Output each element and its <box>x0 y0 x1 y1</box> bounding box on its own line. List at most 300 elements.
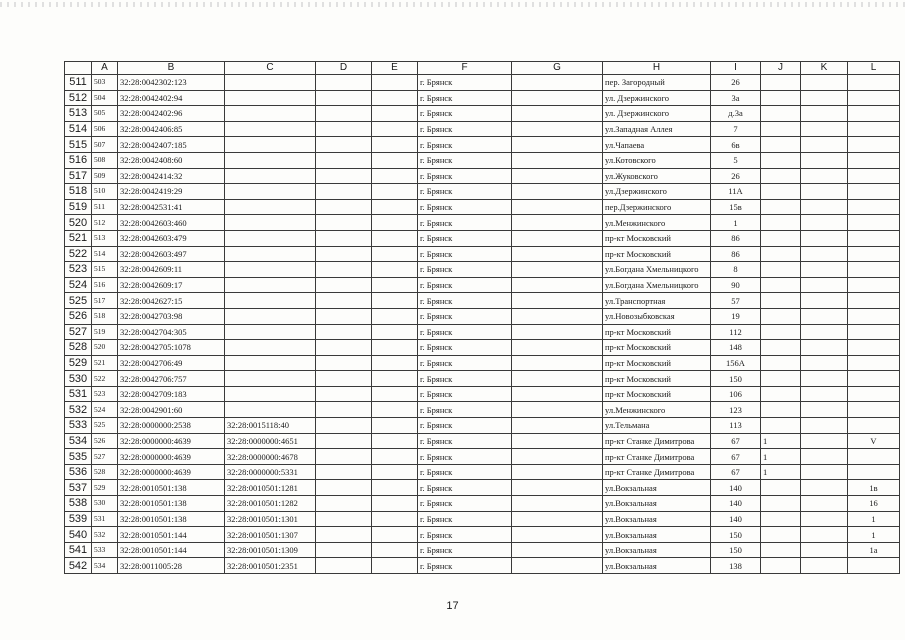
cell-k <box>801 496 848 512</box>
cell-j <box>761 262 801 278</box>
cell-k <box>801 293 848 309</box>
cell-g <box>512 558 603 574</box>
cell-d <box>316 355 372 371</box>
table-row <box>65 340 900 356</box>
cell-h: пр-кт Московский <box>603 246 711 262</box>
cell-i: д.3а <box>711 106 761 122</box>
cell-l <box>848 340 900 356</box>
cell-g <box>512 230 603 246</box>
cell-g <box>512 121 603 137</box>
row-number: 512 <box>65 90 92 106</box>
cell-e <box>372 558 418 574</box>
table-row <box>65 308 900 324</box>
cell-j <box>761 418 801 434</box>
row-number: 530 <box>65 371 92 387</box>
cell-k <box>801 75 848 91</box>
cell-a: 504 <box>92 90 118 106</box>
cell-i: 150 <box>711 527 761 543</box>
cell-h: ул.Жуковского <box>603 168 711 184</box>
cell-h: пр-кт Станке Димитрова <box>603 449 711 465</box>
cell-a: 525 <box>92 418 118 434</box>
cell-h: пр-кт Московский <box>603 340 711 356</box>
cell-i: 67 <box>711 449 761 465</box>
row-number: 536 <box>65 464 92 480</box>
cell-k <box>801 215 848 231</box>
cell-g <box>512 262 603 278</box>
cell-i: 140 <box>711 511 761 527</box>
cell-c <box>225 293 316 309</box>
cell-d <box>316 308 372 324</box>
cell-i: 19 <box>711 308 761 324</box>
cell-j <box>761 480 801 496</box>
row-number: 520 <box>65 215 92 231</box>
cell-f: г. Брянск <box>418 480 512 496</box>
column-header-l: L <box>848 62 900 75</box>
cell-c <box>225 152 316 168</box>
column-header-h: H <box>603 62 711 75</box>
cell-d <box>316 402 372 418</box>
cell-l: 1а <box>848 542 900 558</box>
cell-i: 15в <box>711 199 761 215</box>
cell-e <box>372 199 418 215</box>
cell-g <box>512 215 603 231</box>
row-number: 522 <box>65 246 92 262</box>
cell-d <box>316 246 372 262</box>
cell-k <box>801 355 848 371</box>
cell-g <box>512 386 603 402</box>
cell-f: г. Брянск <box>418 558 512 574</box>
cell-i: 1 <box>711 215 761 231</box>
cell-i: 138 <box>711 558 761 574</box>
cell-k <box>801 418 848 434</box>
cell-b: 32:28:0042609:11 <box>118 262 225 278</box>
table-row <box>65 168 900 184</box>
cell-b: 32:28:0042402:96 <box>118 106 225 122</box>
cell-a: 513 <box>92 230 118 246</box>
cell-j <box>761 402 801 418</box>
cell-b: 32:28:0042627:15 <box>118 293 225 309</box>
cell-d <box>316 75 372 91</box>
cell-k <box>801 137 848 153</box>
table-row <box>65 324 900 340</box>
column-header-i: I <box>711 62 761 75</box>
cell-e <box>372 230 418 246</box>
cell-j <box>761 558 801 574</box>
row-number: 531 <box>65 386 92 402</box>
cell-j <box>761 199 801 215</box>
cell-l: 1в <box>848 480 900 496</box>
cell-b: 32:28:0042609:17 <box>118 277 225 293</box>
cell-h: ул. Дзержинского <box>603 106 711 122</box>
cell-e <box>372 90 418 106</box>
cell-k <box>801 277 848 293</box>
cell-l <box>848 246 900 262</box>
cell-b: 32:28:0000000:4639 <box>118 464 225 480</box>
cell-k <box>801 386 848 402</box>
cell-c: 32:28:0010501:1282 <box>225 496 316 512</box>
cell-j <box>761 75 801 91</box>
cell-i: 26 <box>711 75 761 91</box>
cell-e <box>372 106 418 122</box>
cell-l <box>848 293 900 309</box>
row-number: 537 <box>65 480 92 496</box>
cell-b: 32:28:0000000:4639 <box>118 449 225 465</box>
cell-i: 113 <box>711 418 761 434</box>
cell-d <box>316 199 372 215</box>
cell-d <box>316 121 372 137</box>
cell-l <box>848 464 900 480</box>
cell-f: г. Брянск <box>418 137 512 153</box>
cell-l <box>848 262 900 278</box>
cell-g <box>512 402 603 418</box>
cell-c: 32:28:0000000:4678 <box>225 449 316 465</box>
cell-j <box>761 308 801 324</box>
cell-i: 156А <box>711 355 761 371</box>
cell-f: г. Брянск <box>418 433 512 449</box>
cell-a: 508 <box>92 152 118 168</box>
cell-a: 511 <box>92 199 118 215</box>
cell-d <box>316 480 372 496</box>
cell-j <box>761 106 801 122</box>
cell-e <box>372 418 418 434</box>
cell-g <box>512 106 603 122</box>
cell-a: 510 <box>92 184 118 200</box>
table-row <box>65 230 900 246</box>
cell-a: 527 <box>92 449 118 465</box>
cell-h: пр-кт Московский <box>603 386 711 402</box>
row-number: 534 <box>65 433 92 449</box>
cell-d <box>316 230 372 246</box>
cell-a: 528 <box>92 464 118 480</box>
cell-a: 534 <box>92 558 118 574</box>
cell-g <box>512 480 603 496</box>
cell-l <box>848 324 900 340</box>
row-number: 523 <box>65 262 92 278</box>
table-row <box>65 246 900 262</box>
cell-k <box>801 168 848 184</box>
cell-h: ул.Новозыбковская <box>603 308 711 324</box>
cell-g <box>512 449 603 465</box>
cell-l <box>848 277 900 293</box>
cell-c <box>225 308 316 324</box>
cell-e <box>372 386 418 402</box>
cell-d <box>316 324 372 340</box>
cell-c <box>225 199 316 215</box>
cell-h: ул.Дзержинского <box>603 184 711 200</box>
cell-l <box>848 355 900 371</box>
cell-a: 519 <box>92 324 118 340</box>
cell-a: 517 <box>92 293 118 309</box>
cell-i: 140 <box>711 480 761 496</box>
cell-e <box>372 355 418 371</box>
cell-k <box>801 558 848 574</box>
cell-g <box>512 277 603 293</box>
cell-j <box>761 527 801 543</box>
row-number: 527 <box>65 324 92 340</box>
cell-k <box>801 511 848 527</box>
cell-h: пр-кт Станке Димитрова <box>603 433 711 449</box>
cell-f: г. Брянск <box>418 215 512 231</box>
cell-i: 123 <box>711 402 761 418</box>
table-row <box>65 480 900 496</box>
cell-f: г. Брянск <box>418 152 512 168</box>
cell-k <box>801 402 848 418</box>
table-row <box>65 449 900 465</box>
cell-g <box>512 527 603 543</box>
cell-f: г. Брянск <box>418 293 512 309</box>
column-header-a: A <box>92 62 118 75</box>
cell-b: 32:28:0042705:1078 <box>118 340 225 356</box>
cell-e <box>372 152 418 168</box>
cell-l <box>848 230 900 246</box>
cell-h: пр-кт Московский <box>603 324 711 340</box>
cell-f: г. Брянск <box>418 199 512 215</box>
cell-e <box>372 308 418 324</box>
cell-d <box>316 340 372 356</box>
row-number: 519 <box>65 199 92 215</box>
cell-j <box>761 246 801 262</box>
cell-c <box>225 371 316 387</box>
table-row <box>65 293 900 309</box>
cell-i: 112 <box>711 324 761 340</box>
cell-l <box>848 386 900 402</box>
row-number: 533 <box>65 418 92 434</box>
cell-i: 8 <box>711 262 761 278</box>
cell-g <box>512 371 603 387</box>
cell-j <box>761 511 801 527</box>
row-number: 539 <box>65 511 92 527</box>
cell-l: 16 <box>848 496 900 512</box>
cell-l <box>848 106 900 122</box>
cell-a: 532 <box>92 527 118 543</box>
cell-a: 522 <box>92 371 118 387</box>
cell-a: 523 <box>92 386 118 402</box>
cell-c <box>225 184 316 200</box>
cell-g <box>512 137 603 153</box>
cell-l <box>848 418 900 434</box>
cell-h: ул.Менжинского <box>603 402 711 418</box>
cell-l <box>848 121 900 137</box>
column-header-row <box>65 62 900 75</box>
cell-a: 526 <box>92 433 118 449</box>
cell-f: г. Брянск <box>418 75 512 91</box>
cell-a: 514 <box>92 246 118 262</box>
table-row <box>65 558 900 574</box>
cell-l <box>848 371 900 387</box>
row-number: 528 <box>65 340 92 356</box>
cell-c <box>225 90 316 106</box>
cell-l: V <box>848 433 900 449</box>
cell-g <box>512 511 603 527</box>
row-number: 511 <box>65 75 92 91</box>
cell-i: 57 <box>711 293 761 309</box>
cell-l <box>848 199 900 215</box>
cell-l <box>848 449 900 465</box>
cell-j <box>761 355 801 371</box>
cell-g <box>512 246 603 262</box>
cell-g <box>512 418 603 434</box>
cell-a: 516 <box>92 277 118 293</box>
cell-h: ул.Вокзальная <box>603 480 711 496</box>
cell-h: ул.Чапаева <box>603 137 711 153</box>
cell-d <box>316 527 372 543</box>
row-number: 535 <box>65 449 92 465</box>
cell-l <box>848 75 900 91</box>
cell-i: 5 <box>711 152 761 168</box>
cell-j <box>761 152 801 168</box>
cell-f: г. Брянск <box>418 121 512 137</box>
cell-h: ул.Менжинского <box>603 215 711 231</box>
cell-f: г. Брянск <box>418 527 512 543</box>
cell-k <box>801 106 848 122</box>
cell-c: 32:28:0015118:40 <box>225 418 316 434</box>
cell-c <box>225 324 316 340</box>
cell-i: 86 <box>711 246 761 262</box>
row-number: 525 <box>65 293 92 309</box>
cell-b: 32:28:0042709:183 <box>118 386 225 402</box>
cell-k <box>801 184 848 200</box>
cell-b: 32:28:0042703:98 <box>118 308 225 324</box>
row-number: 532 <box>65 402 92 418</box>
cell-a: 530 <box>92 496 118 512</box>
cell-f: г. Брянск <box>418 90 512 106</box>
cell-g <box>512 308 603 324</box>
cell-j <box>761 215 801 231</box>
cell-f: г. Брянск <box>418 542 512 558</box>
cell-g <box>512 168 603 184</box>
cell-f: г. Брянск <box>418 308 512 324</box>
row-number: 529 <box>65 355 92 371</box>
cell-c <box>225 277 316 293</box>
row-number: 516 <box>65 152 92 168</box>
cell-c <box>225 355 316 371</box>
table-row <box>65 184 900 200</box>
column-header-c: C <box>225 62 316 75</box>
cell-i: 7 <box>711 121 761 137</box>
cell-l <box>848 308 900 324</box>
cell-h: пр-кт Станке Димитрова <box>603 464 711 480</box>
row-number: 515 <box>65 137 92 153</box>
cell-e <box>372 75 418 91</box>
cell-g <box>512 542 603 558</box>
cell-c <box>225 386 316 402</box>
cell-b: 32:28:0010501:144 <box>118 527 225 543</box>
cell-i: 140 <box>711 496 761 512</box>
row-number: 524 <box>65 277 92 293</box>
table-row <box>65 75 900 91</box>
cell-j <box>761 121 801 137</box>
row-number: 542 <box>65 558 92 574</box>
cell-h: ул.Тельмана <box>603 418 711 434</box>
cell-f: г. Брянск <box>418 230 512 246</box>
cell-h: ул.Богдана Хмельницкого <box>603 277 711 293</box>
cell-k <box>801 308 848 324</box>
cell-l <box>848 168 900 184</box>
cell-h: ул.Вокзальная <box>603 527 711 543</box>
cell-c <box>225 137 316 153</box>
cell-j <box>761 184 801 200</box>
cell-g <box>512 464 603 480</box>
cell-b: 32:28:0042302:123 <box>118 75 225 91</box>
cell-i: 150 <box>711 542 761 558</box>
cell-c: 32:28:0000000:5331 <box>225 464 316 480</box>
cell-k <box>801 340 848 356</box>
cell-l <box>848 184 900 200</box>
column-header-j: J <box>761 62 801 75</box>
cell-i: 86 <box>711 230 761 246</box>
cell-g <box>512 90 603 106</box>
column-header-d: D <box>316 62 372 75</box>
cell-h: ул.Вокзальная <box>603 558 711 574</box>
cell-k <box>801 230 848 246</box>
cell-a: 506 <box>92 121 118 137</box>
cell-c: 32:28:0010501:2351 <box>225 558 316 574</box>
table-row <box>65 355 900 371</box>
cell-l <box>848 90 900 106</box>
table-row <box>65 277 900 293</box>
column-header-g: G <box>512 62 603 75</box>
cell-k <box>801 152 848 168</box>
cell-a: 515 <box>92 262 118 278</box>
cell-d <box>316 168 372 184</box>
table-row <box>65 433 900 449</box>
cell-i: 148 <box>711 340 761 356</box>
cell-f: г. Брянск <box>418 324 512 340</box>
column-header-b: B <box>118 62 225 75</box>
column-header-e: E <box>372 62 418 75</box>
cell-e <box>372 262 418 278</box>
cell-e <box>372 433 418 449</box>
cell-i: 6в <box>711 137 761 153</box>
cell-d <box>316 371 372 387</box>
cell-j <box>761 277 801 293</box>
cell-c <box>225 106 316 122</box>
cell-i: 3а <box>711 90 761 106</box>
cell-c <box>225 121 316 137</box>
cell-e <box>372 542 418 558</box>
cell-f: г. Брянск <box>418 262 512 278</box>
cell-d <box>316 262 372 278</box>
cell-k <box>801 199 848 215</box>
table-row <box>65 418 900 434</box>
cell-a: 531 <box>92 511 118 527</box>
cell-a: 529 <box>92 480 118 496</box>
cell-b: 32:28:0042603:497 <box>118 246 225 262</box>
cell-f: г. Брянск <box>418 277 512 293</box>
cell-b: 32:28:0042419:29 <box>118 184 225 200</box>
cell-c <box>225 215 316 231</box>
cell-b: 32:28:0010501:144 <box>118 542 225 558</box>
cell-j <box>761 542 801 558</box>
table-row <box>65 386 900 402</box>
cell-e <box>372 246 418 262</box>
cell-a: 509 <box>92 168 118 184</box>
table-row <box>65 262 900 278</box>
cell-a: 507 <box>92 137 118 153</box>
cell-h: пер.Дзержинского <box>603 199 711 215</box>
cell-d <box>316 293 372 309</box>
cell-e <box>372 137 418 153</box>
cell-d <box>316 106 372 122</box>
cell-c <box>225 246 316 262</box>
cell-e <box>372 496 418 512</box>
cell-b: 32:28:0011005:28 <box>118 558 225 574</box>
cell-b: 32:28:0042901:60 <box>118 402 225 418</box>
cell-f: г. Брянск <box>418 402 512 418</box>
cell-a: 503 <box>92 75 118 91</box>
cell-c: 32:28:0010501:1307 <box>225 527 316 543</box>
cell-g <box>512 75 603 91</box>
